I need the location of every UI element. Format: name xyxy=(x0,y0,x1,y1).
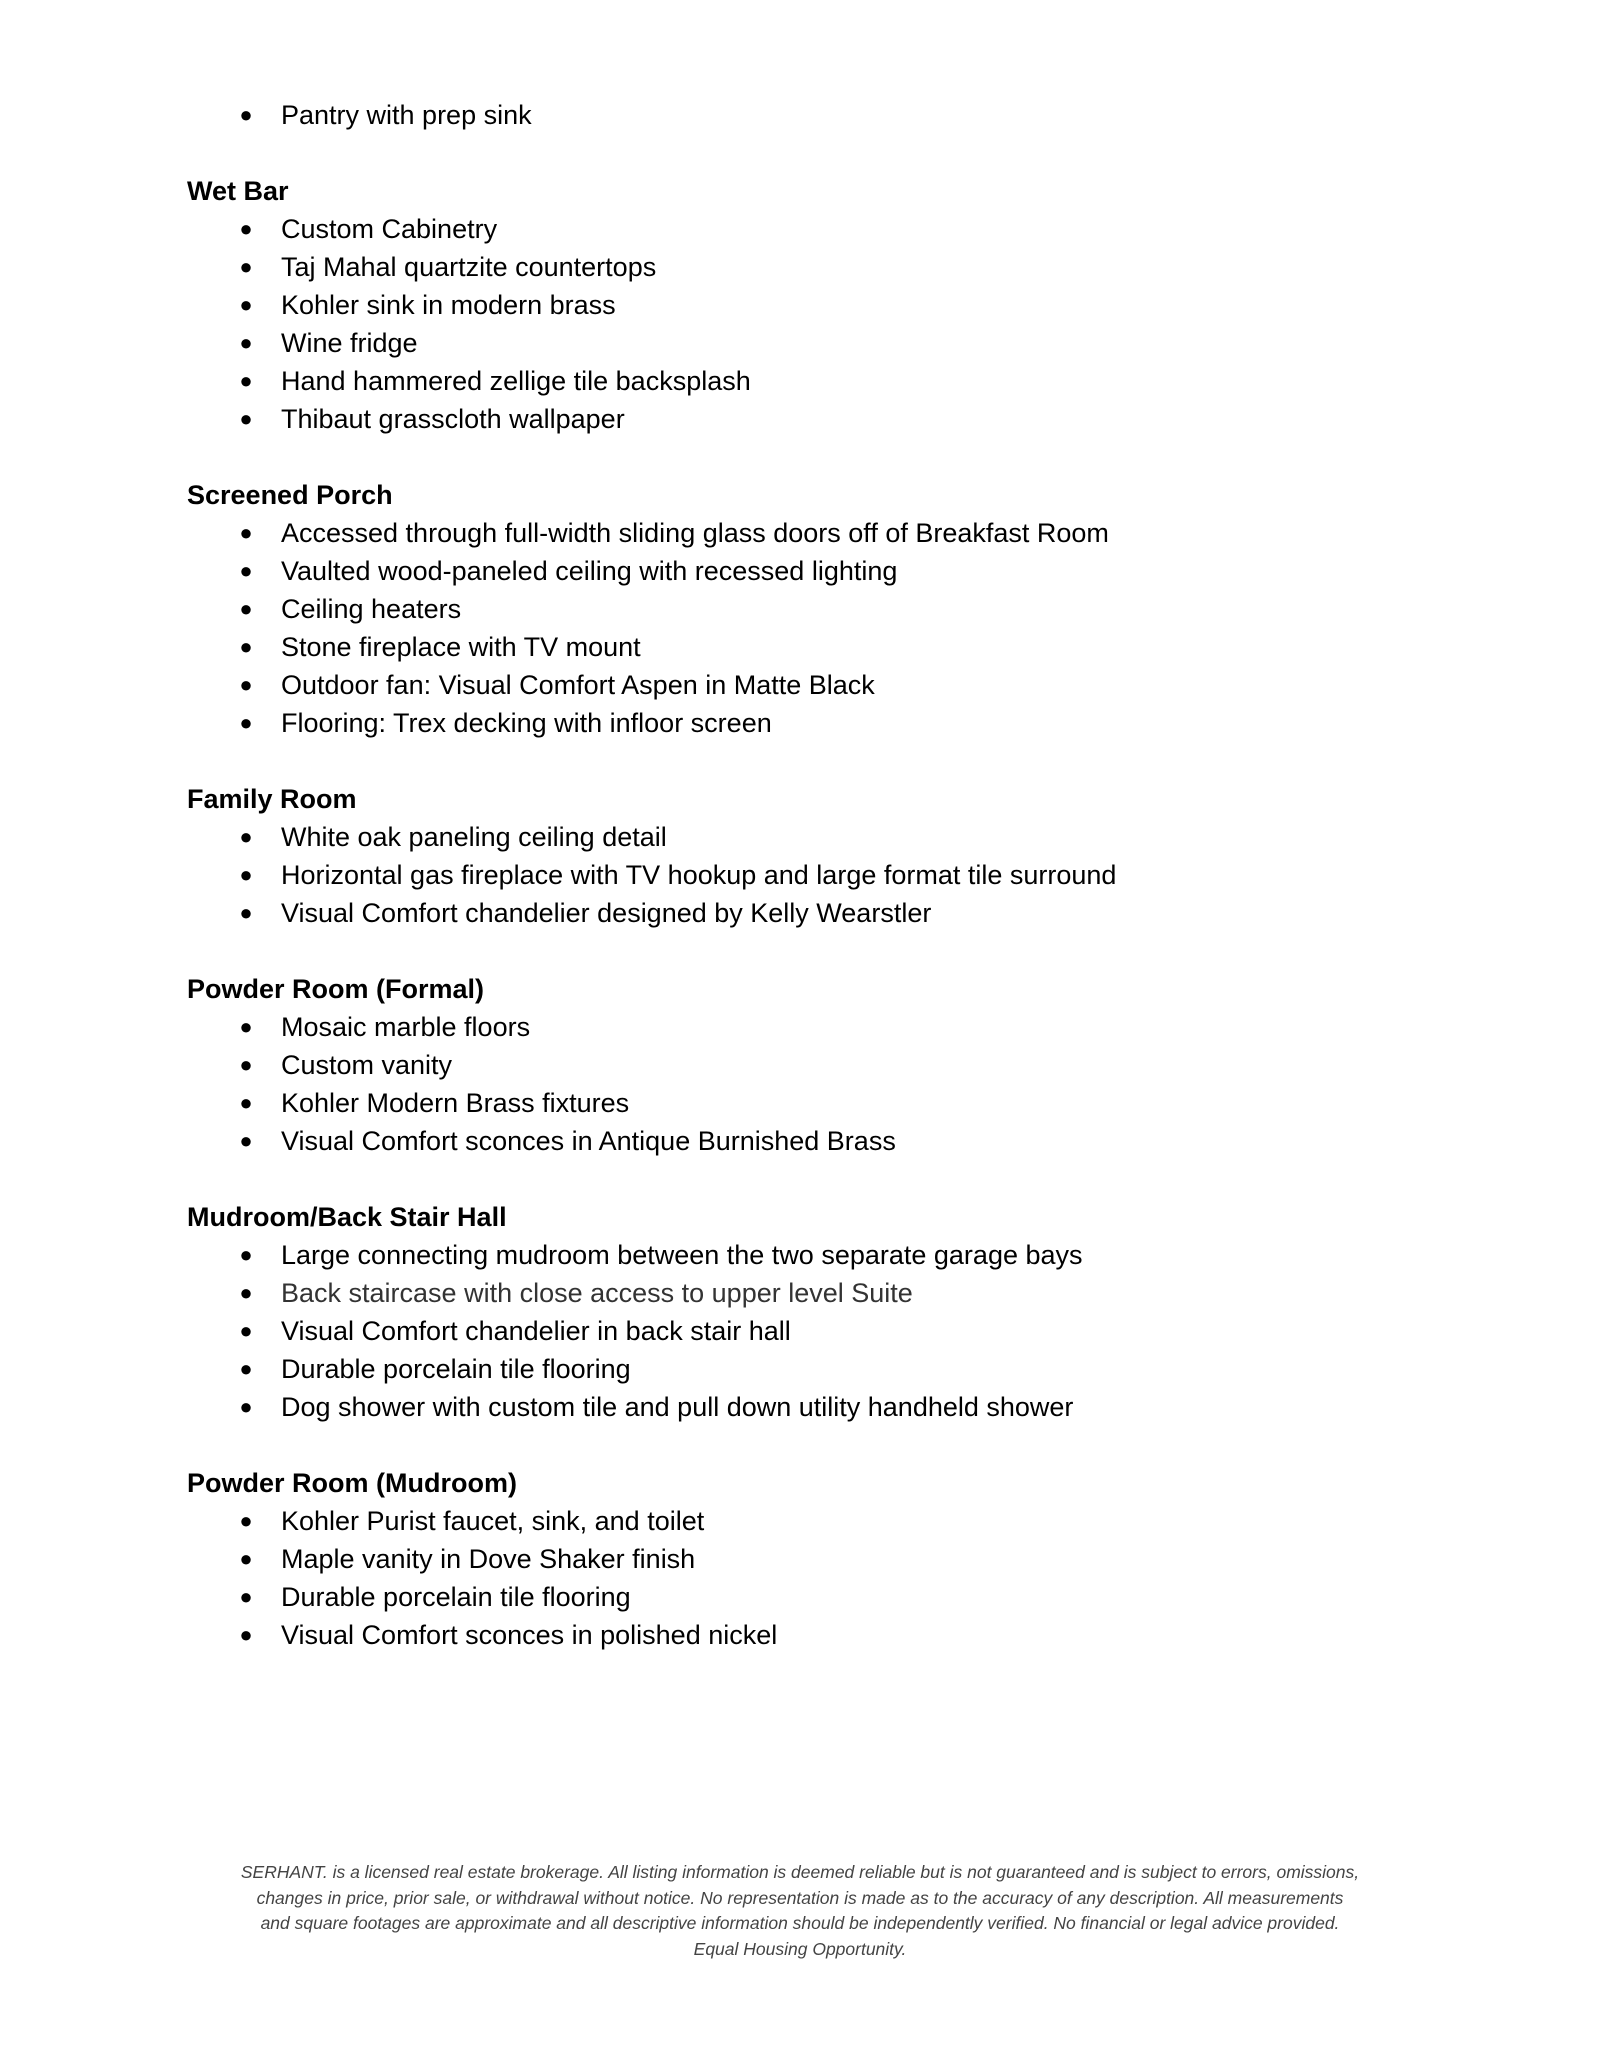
feature-list xyxy=(187,514,1437,742)
bullet-icon: ● xyxy=(239,1584,253,1609)
list-item xyxy=(187,514,1437,552)
list-item xyxy=(187,1008,1437,1046)
list-item xyxy=(187,1578,1437,1616)
list-item xyxy=(187,818,1437,856)
bullet-icon: ● xyxy=(239,330,253,355)
list-item-text: Ceiling heaters xyxy=(281,594,462,624)
list-item-text: Stone fireplace with TV mount xyxy=(281,632,641,662)
list-item-text: Outdoor fan: Visual Comfort Aspen in Matte Black xyxy=(281,670,875,700)
list-item-text: Accessed through full-width sliding glass doors off of Breakfast Room xyxy=(281,518,1109,548)
bullet-icon: ● xyxy=(239,1508,253,1533)
list-item xyxy=(187,1502,1437,1540)
list-item-text: Hand hammered zellige tile backsplash xyxy=(281,366,751,396)
section-screened-porch xyxy=(187,476,1437,742)
legal-disclaimer xyxy=(170,1860,1430,1962)
bullet-icon: ● xyxy=(239,1052,253,1077)
bullet-icon: ● xyxy=(239,558,253,583)
bullet-icon: ● xyxy=(239,406,253,431)
bullet-icon: ● xyxy=(239,596,253,621)
list-item-text: White oak paneling ceiling detail xyxy=(281,822,667,852)
list-item-text: Flooring: Trex decking with infloor screen xyxy=(281,708,772,738)
feature-list xyxy=(187,96,1437,134)
section-heading: Family Room xyxy=(187,784,357,814)
bullet-icon: ● xyxy=(239,1014,253,1039)
list-item xyxy=(187,1540,1437,1578)
list-item-text: Kohler Purist faucet, sink, and toilet xyxy=(281,1506,705,1536)
feature-list xyxy=(187,1502,1437,1654)
bullet-icon: ● xyxy=(239,710,253,735)
list-item xyxy=(187,1274,1437,1312)
list-item xyxy=(187,362,1437,400)
bullet-icon: ● xyxy=(239,824,253,849)
list-item xyxy=(187,324,1437,362)
list-item xyxy=(187,704,1437,742)
feature-list xyxy=(187,1236,1437,1426)
section-wet-bar xyxy=(187,172,1437,438)
list-item-text: Dog shower with custom tile and pull down utility handheld shower xyxy=(281,1392,1074,1422)
list-item xyxy=(187,1122,1437,1160)
list-item-text: Visual Comfort chandelier designed by Kelly Wearstler xyxy=(281,898,932,928)
disclaimer-line: Equal Housing Opportunity. xyxy=(693,1938,907,1959)
list-item-text: Back staircase with close access to upper level Suite xyxy=(281,1278,913,1308)
bullet-icon: ● xyxy=(239,862,253,887)
list-item xyxy=(187,210,1437,248)
list-item xyxy=(187,1350,1437,1388)
list-item-text: Vaulted wood-paneled ceiling with recessed lighting xyxy=(281,556,898,586)
list-item xyxy=(187,400,1437,438)
bullet-icon: ● xyxy=(239,368,253,393)
features-content xyxy=(187,96,1437,1692)
bullet-icon: ● xyxy=(239,1090,253,1115)
section-heading: Powder Room (Mudroom) xyxy=(187,1468,517,1498)
bullet-icon: ● xyxy=(239,254,253,279)
section-heading: Wet Bar xyxy=(187,176,289,206)
section-mudroom-back-stair-hall xyxy=(187,1198,1437,1426)
list-item xyxy=(187,590,1437,628)
list-item xyxy=(187,1084,1437,1122)
list-item-text: Taj Mahal quartzite countertops xyxy=(281,252,657,282)
section-heading: Powder Room (Formal) xyxy=(187,974,485,1004)
section-powder-room-mudroom xyxy=(187,1464,1437,1654)
list-item xyxy=(187,1312,1437,1350)
list-item xyxy=(187,894,1437,932)
list-item xyxy=(187,1616,1437,1654)
bullet-icon: ● xyxy=(239,1622,253,1647)
list-item-text: Kohler sink in modern brass xyxy=(281,290,616,320)
list-item-text: Large connecting mudroom between the two separate garage bays xyxy=(281,1240,1083,1270)
list-item xyxy=(187,628,1437,666)
list-item xyxy=(187,1388,1437,1426)
list-item xyxy=(187,1236,1437,1274)
list-item-text: Durable porcelain tile flooring xyxy=(281,1354,631,1384)
bullet-icon: ● xyxy=(239,1356,253,1381)
list-item-text: Kohler Modern Brass fixtures xyxy=(281,1088,630,1118)
bullet-icon: ● xyxy=(239,1546,253,1571)
bullet-icon: ● xyxy=(239,1280,253,1305)
list-item-text: Durable porcelain tile flooring xyxy=(281,1582,631,1612)
list-item-text: Visual Comfort sconces in Antique Burnished Brass xyxy=(281,1126,896,1156)
list-item-text: Custom vanity xyxy=(281,1050,453,1080)
section-heading: Mudroom/Back Stair Hall xyxy=(187,1202,507,1232)
bullet-icon: ● xyxy=(239,292,253,317)
list-item xyxy=(187,248,1437,286)
list-item-text: Horizontal gas fireplace with TV hookup and large format tile surround xyxy=(281,860,1117,890)
bullet-icon: ● xyxy=(239,672,253,697)
feature-list xyxy=(187,818,1437,932)
list-item xyxy=(187,286,1437,324)
list-item-text: Visual Comfort sconces in polished nickel xyxy=(281,1620,778,1650)
bullet-icon: ● xyxy=(239,520,253,545)
list-item xyxy=(187,856,1437,894)
bullet-icon: ● xyxy=(239,900,253,925)
list-item xyxy=(187,666,1437,704)
bullet-icon: ● xyxy=(239,216,253,241)
list-item-text: Mosaic marble floors xyxy=(281,1012,531,1042)
list-item-text: Thibaut grasscloth wallpaper xyxy=(281,404,625,434)
disclaimer-line: SERHANT. is a licensed real estate brokerage. All listing information is deemed reliable but is not guaranteed and is subject to errors, omissions, xyxy=(240,1862,1360,1882)
section-family-room xyxy=(187,780,1437,932)
bullet-icon: ● xyxy=(239,1394,253,1419)
list-item xyxy=(187,552,1437,590)
section-kitchen-continued xyxy=(187,96,1437,134)
list-item-text: Custom Cabinetry xyxy=(281,214,498,244)
list-item-text: Pantry with prep sink xyxy=(281,100,532,130)
feature-list xyxy=(187,1008,1437,1160)
list-item-text: Visual Comfort chandelier in back stair hall xyxy=(281,1316,791,1346)
section-powder-room-formal xyxy=(187,970,1437,1160)
list-item-text: Maple vanity in Dove Shaker finish xyxy=(281,1544,696,1574)
list-item xyxy=(187,1046,1437,1084)
section-heading: Screened Porch xyxy=(187,480,393,510)
feature-list xyxy=(187,210,1437,438)
disclaimer-line: changes in price, prior sale, or withdrawal without notice. No representation is made as to the accuracy of any description. All measurements xyxy=(256,1887,1344,1908)
list-item xyxy=(187,96,1437,134)
disclaimer-line: and square footages are approximate and all descriptive information should be independently verified. No financial or legal advice provided. xyxy=(260,1913,1340,1933)
bullet-icon: ● xyxy=(239,1242,253,1267)
bullet-icon: ● xyxy=(239,634,253,659)
list-item-text: Wine fridge xyxy=(281,328,418,358)
bullet-icon: ● xyxy=(239,102,253,127)
bullet-icon: ● xyxy=(239,1128,253,1153)
bullet-icon: ● xyxy=(239,1318,253,1343)
